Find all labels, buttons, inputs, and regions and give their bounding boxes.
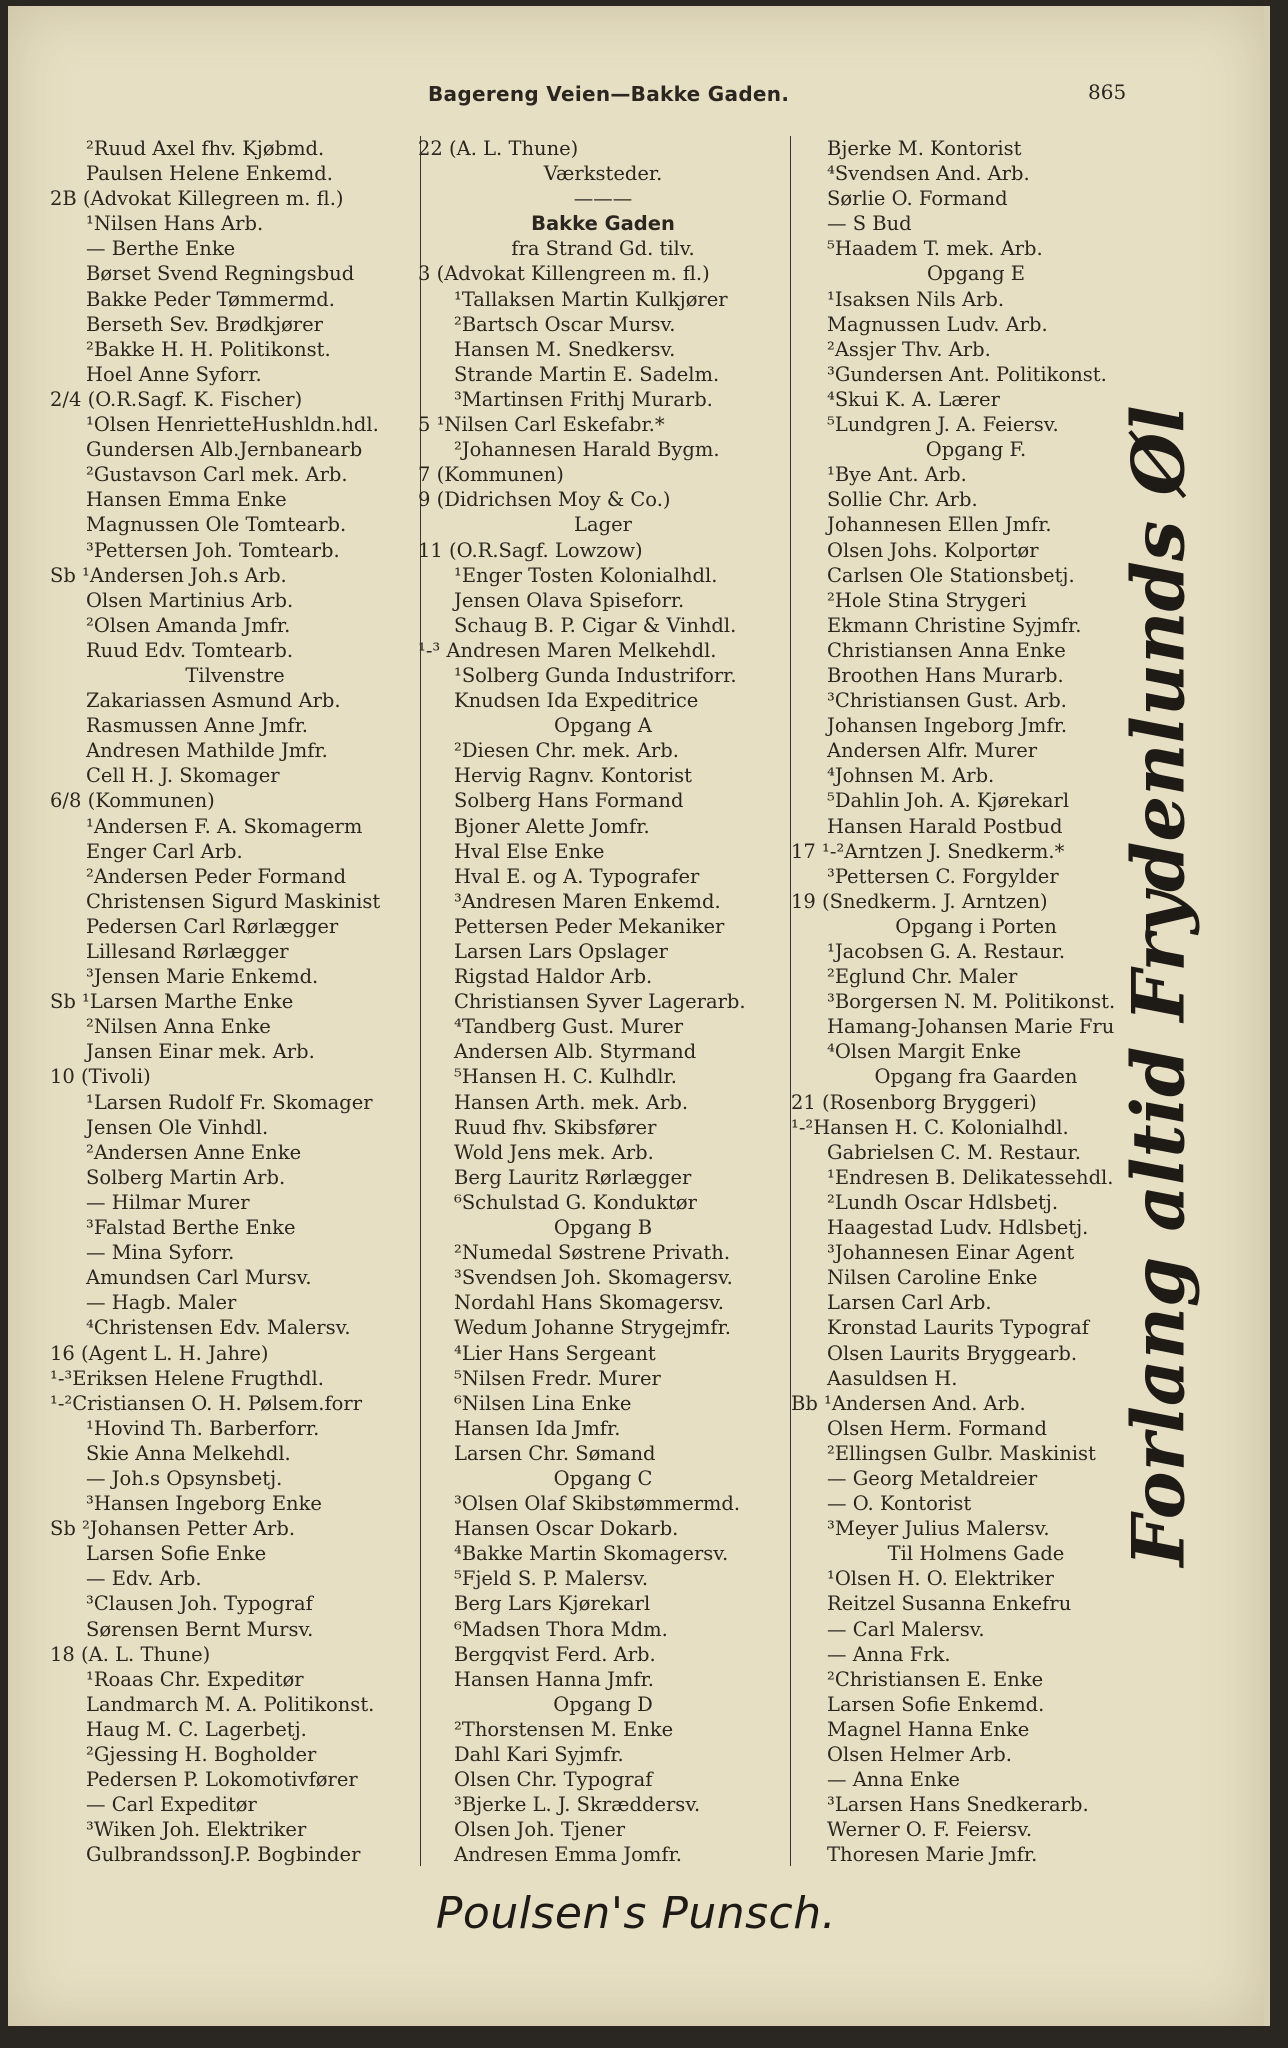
directory-entry: ²Johannesen Harald Bygm. <box>454 438 720 462</box>
directory-entry: Wedum Johanne Strygejmfr. <box>454 1316 732 1340</box>
directory-entry: Lillesand Rørlægger <box>86 940 289 963</box>
directory-entry: Bjerke M. Kontorist <box>827 137 1022 160</box>
directory-column-2 <box>418 136 788 1867</box>
directory-entry: ³Bjerke L. J. Skræddersv. <box>454 1793 701 1817</box>
directory-entry: 2B (Advokat Killegreen m. fl.) <box>50 187 344 211</box>
directory-entry: ¹-²Cristiansen O. H. Pølsem.forr <box>50 1391 363 1415</box>
directory-entry: Opgang A <box>554 714 652 738</box>
directory-column-1 <box>50 136 420 1867</box>
directory-entry: ¹Hovind Th. Barberforr. <box>86 1416 320 1440</box>
directory-entry: ¹Tallaksen Martin Kulkjører <box>454 287 728 311</box>
directory-entry: Ruud Edv. Tomtearb. <box>86 638 294 662</box>
directory-entry: ³Olsen Olaf Skibstømmermd. <box>454 1492 741 1516</box>
directory-entry: Bergqvist Ferd. Arb. <box>454 1642 656 1666</box>
directory-entry: ⁴Bakke Martin Skomagersv. <box>454 1542 729 1566</box>
directory-entry: Schaug B. P. Cigar & Vinhdl. <box>454 613 737 637</box>
directory-entry: Magnussen Ludv. Arb. <box>827 312 1048 336</box>
directory-entry: Jensen Ole Vinhdl. <box>86 1115 269 1139</box>
directory-entry: Solberg Martin Arb. <box>86 1165 286 1189</box>
directory-entry: Larsen Lars Opslager <box>454 940 668 963</box>
directory-entry: — Joh.s Opsynsbetj. <box>86 1466 283 1490</box>
directory-entry: 22 (A. L. Thune) <box>418 137 579 160</box>
directory-entry: 16 (Agent L. H. Jahre) <box>50 1341 269 1365</box>
directory-entry: Tilvenstre <box>185 663 285 687</box>
page-number: 865 <box>1088 80 1127 104</box>
directory-entry: Sørensen Bernt Mursv. <box>86 1617 314 1641</box>
directory-entry: Pettersen Peder Mekaniker <box>454 914 725 938</box>
directory-entry: Lager <box>574 513 632 537</box>
directory-entry: Hervig Ragnv. Kontorist <box>454 764 693 788</box>
directory-entry: ²Andersen Anne Enke <box>86 1140 302 1164</box>
directory-entry: 6/8 (Kommunen) <box>50 789 215 813</box>
directory-entry: Berseth Sev. Brødkjører <box>86 312 323 336</box>
directory-entry: ⁶Madsen Thora Mdm. <box>454 1617 668 1641</box>
directory-entry: Andersen Alfr. Murer <box>827 739 1038 763</box>
directory-entry: Hansen Harald Postbud <box>827 814 1063 838</box>
directory-entry: — Hilmar Murer <box>86 1190 250 1214</box>
directory-entry: Olsen Helmer Arb. <box>827 1743 1012 1766</box>
directory-entry: Hval Else Enke <box>454 839 605 863</box>
directory-entry: Haagestad Ludv. Hdlsbetj. <box>827 1216 1089 1240</box>
directory-entry: ¹Nilsen Hans Arb. <box>86 212 264 236</box>
directory-entry: — Anna Enke <box>827 1768 960 1792</box>
directory-entry: Hansen Oscar Dokarb. <box>454 1517 679 1541</box>
directory-entry: Enger Carl Arb. <box>86 839 243 863</box>
directory-entry: Nordahl Hans Skomagersv. <box>454 1291 724 1315</box>
directory-entry: Pedersen Carl Rørlægger <box>86 914 339 938</box>
directory-entry: ¹Solberg Gunda Industriforr. <box>454 663 737 687</box>
directory-entry: ¹Jacobsen G. A. Restaur. <box>827 940 1066 963</box>
directory-entry: 18 (A. L. Thune) <box>50 1642 211 1666</box>
directory-entry: ²Andersen Peder Formand <box>86 864 347 888</box>
directory-entry: ⁵Fjeld S. P. Malersv. <box>454 1567 649 1591</box>
directory-entry: 21 (Rosenborg Bryggeri) <box>791 1090 1037 1114</box>
directory-entry: ²Thorstensen M. Enke <box>454 1717 674 1741</box>
directory-entry: Berg Lauritz Rørlægger <box>454 1165 692 1189</box>
directory-entry: Wold Jens mek. Arb. <box>454 1140 654 1164</box>
directory-entry: ³Johannesen Einar Agent <box>827 1241 1075 1265</box>
directory-entry: Olsen Laurits Bryggearb. <box>827 1341 1078 1365</box>
directory-entry: Larsen Sofie Enkemd. <box>827 1692 1045 1716</box>
directory-entry: ²Ellingsen Gulbr. Maskinist <box>827 1441 1096 1465</box>
directory-entry: — Mina Syforr. <box>86 1241 235 1265</box>
directory-entry: ⁶Schulstad G. Konduktør <box>454 1190 697 1214</box>
directory-entry: Rigstad Haldor Arb. <box>454 965 653 989</box>
directory-entry: ⁴Lier Hans Sergeant <box>454 1341 656 1365</box>
directory-entry: 19 (Snedkerm. J. Arntzen) <box>791 889 1048 913</box>
directory-entry: Paulsen Helene Enkemd. <box>86 162 333 186</box>
directory-entry: ³Borgersen N. M. Politikonst. <box>827 990 1116 1014</box>
directory-entry: ³Martinsen Frithj Murarb. <box>454 387 713 411</box>
directory-entry: Sb ¹Larsen Marthe Enke <box>50 990 294 1014</box>
directory-entry: — O. Kontorist <box>827 1492 972 1516</box>
bottom-advertisement: Poulsen's Punsch. <box>435 1888 837 1939</box>
directory-entry: ¹Roaas Chr. Expeditør <box>86 1667 304 1691</box>
directory-entry: Knudsen Ida Expeditrice <box>454 689 699 713</box>
directory-entry: — Edv. Arb. <box>86 1567 202 1591</box>
directory-entry: Olsen Martinius Arb. <box>86 588 294 612</box>
directory-entry: Opgang C <box>553 1466 653 1490</box>
directory-entry: ²Olsen Amanda Jmfr. <box>86 613 291 637</box>
directory-entry: Jensen Olava Spiseforr. <box>454 588 685 612</box>
directory-entry: Berg Lars Kjørekarl <box>454 1592 651 1616</box>
directory-entry: Til Holmens Gade <box>887 1542 1065 1566</box>
directory-entry: ⁵Lundgren J. A. Feiersv. <box>827 413 1059 437</box>
directory-entry: ²Christiansen E. Enke <box>827 1667 1044 1691</box>
directory-entry: — Carl Expeditør <box>86 1793 257 1817</box>
directory-entry: Johansen Ingeborg Jmfr. <box>827 714 1068 738</box>
directory-entry: Larsen Chr. Sømand <box>454 1441 656 1465</box>
directory-entry: fra Strand Gd. tilv. <box>511 237 695 261</box>
directory-entry: Carlsen Ole Stationsbetj. <box>827 563 1075 587</box>
directory-entry: 3 (Advokat Killengreen m. fl.) <box>418 262 710 286</box>
directory-entry: Christiansen Anna Enke <box>827 638 1066 662</box>
directory-entry: — Berthe Enke <box>86 237 236 261</box>
directory-entry: Pedersen P. Lokomotivfører <box>86 1768 358 1792</box>
directory-entry: ⁵Nilsen Fredr. Murer <box>454 1366 661 1390</box>
directory-entry: Thoresen Marie Jmfr. <box>827 1843 1038 1867</box>
directory-entry: ¹-³ Andresen Maren Melkehdl. <box>418 638 717 662</box>
side-ad-text: Forlang altid Frydenlunds Øl <box>1115 405 1201 1567</box>
directory-entry: ³Clausen Joh. Typograf <box>86 1592 313 1616</box>
directory-entry: Andresen Emma Jomfr. <box>454 1843 682 1867</box>
directory-entry: ¹Olsen HenrietteHushldn.hdl. <box>86 413 379 437</box>
directory-entry: Aasuldsen H. <box>827 1366 958 1390</box>
directory-entry: ¹Olsen H. O. Elektriker <box>827 1567 1054 1591</box>
directory-entry: 11 (O.R.Sagf. Lowzow) <box>418 538 643 562</box>
directory-entry: Bjoner Alette Jomfr. <box>454 814 650 838</box>
directory-entry: 10 (Tivoli) <box>50 1065 151 1089</box>
directory-entry: Olsen Johs. Kolportør <box>827 538 1039 562</box>
directory-entry: ¹Isaksen Nils Arb. <box>827 287 1005 311</box>
directory-entry: ²Diesen Chr. mek. Arb. <box>454 739 679 763</box>
directory-entry: ¹Enger Tosten Kolonialhdl. <box>454 563 718 587</box>
directory-entry: Sørlie O. Formand <box>827 187 1008 211</box>
directory-entry: Christiansen Syver Lagerarb. <box>454 990 746 1014</box>
directory-entry: ²Hole Stina Strygeri <box>827 588 1027 612</box>
directory-entry: Strande Martin E. Sadelm. <box>454 362 720 386</box>
directory-entry: Opgang i Porten <box>895 914 1057 938</box>
directory-entry: Hansen M. Snedkersv. <box>454 337 676 361</box>
directory-entry: Gundersen Alb.Jernbanearb <box>86 438 363 462</box>
directory-entry: Bb ¹Andersen And. Arb. <box>791 1391 1026 1415</box>
directory-entry: ²Lundh Oscar Hdlsbetj. <box>827 1190 1059 1214</box>
directory-entry: Hansen Ida Jmfr. <box>454 1416 621 1440</box>
directory-entry: Opgang D <box>553 1692 653 1716</box>
directory-entry: Opgang B <box>553 1216 653 1240</box>
directory-entry: Christensen Sigurd Maskinist <box>86 889 381 913</box>
directory-entry: Jansen Einar mek. Arb. <box>86 1040 315 1064</box>
directory-entry: ⁵Haadem T. mek. Arb. <box>827 237 1043 261</box>
directory-entry: ⁵Dahlin Joh. A. Kjørekarl <box>827 789 1070 813</box>
directory-entry: ³Falstad Berthe Enke <box>86 1216 296 1240</box>
directory-entry: ²Ruud Axel fhv. Kjøbmd. <box>86 137 325 160</box>
directory-entry: ³Jensen Marie Enkemd. <box>86 965 319 989</box>
directory-entry: Opgang fra Gaarden <box>874 1065 1078 1089</box>
directory-entry: Sb ²Johansen Petter Arb. <box>50 1517 296 1541</box>
directory-entry: ³Larsen Hans Snedkerarb. <box>827 1793 1089 1817</box>
directory-entry: — Georg Metaldreier <box>827 1466 1038 1490</box>
directory-entry: — Carl Malersv. <box>827 1617 985 1641</box>
directory-entry: ³Pettersen C. Forgylder <box>827 864 1059 888</box>
directory-entry: Magnel Hanna Enke <box>827 1717 1030 1741</box>
directory-entry: ³Gundersen Ant. Politikonst. <box>827 362 1107 386</box>
directory-entry: Solberg Hans Formand <box>454 789 684 813</box>
directory-entry: Landmarch M. A. Politikonst. <box>86 1692 375 1716</box>
directory-entry: Ruud fhv. Skibsfører <box>454 1115 657 1139</box>
directory-entry: Bakke Gaden <box>531 212 675 236</box>
directory-entry: Andresen Mathilde Jmfr. <box>86 739 328 763</box>
directory-entry: Nilsen Caroline Enke <box>827 1266 1038 1290</box>
directory-entry: Johannesen Ellen Jmfr. <box>827 513 1052 537</box>
directory-entry: — Hagb. Maler <box>86 1291 237 1315</box>
directory-entry: ¹Bye Ant. Arb. <box>827 463 967 487</box>
directory-entry: ⁵Hansen H. C. Kulhdlr. <box>454 1065 677 1089</box>
directory-entry: Larsen Sofie Enke <box>86 1542 267 1566</box>
directory-entry: Reitzel Susanna Enkefru <box>827 1592 1072 1616</box>
directory-entry: ——— <box>573 187 633 211</box>
directory-page <box>8 6 1270 2026</box>
directory-entry: GulbrandssonJ.P. Bogbinder <box>86 1843 361 1867</box>
directory-entry: Rasmussen Anne Jmfr. <box>86 714 308 738</box>
directory-entry: Hansen Arth. mek. Arb. <box>454 1090 689 1114</box>
directory-entry: ³Svendsen Joh. Skomagersv. <box>454 1266 733 1290</box>
directory-entry: Cell H. J. Skomager <box>86 764 280 788</box>
directory-entry: Værksteder. <box>543 162 663 186</box>
directory-entry: 5 ¹Nilsen Carl Eskefabr.* <box>418 413 665 437</box>
directory-entry: ¹Endresen B. Delikatessehdl. <box>827 1165 1114 1189</box>
directory-entry: 7 (Kommunen) <box>418 463 564 487</box>
directory-entry: ³Wiken Joh. Elektriker <box>86 1818 307 1842</box>
directory-entry: ⁴Svendsen And. Arb. <box>827 162 1030 186</box>
directory-entry: ⁴Tandberg Gust. Murer <box>454 1015 684 1039</box>
directory-entry: ¹-²Hansen H. C. Kolonialhdl. <box>791 1115 1069 1139</box>
directory-entry: ⁴Christensen Edv. Malersv. <box>86 1316 351 1340</box>
directory-entry: Opgang E <box>926 262 1026 286</box>
directory-entry: ¹Larsen Rudolf Fr. Skomager <box>86 1090 373 1114</box>
directory-entry: Kronstad Laurits Typograf <box>827 1316 1089 1340</box>
directory-entry: Amundsen Carl Mursv. <box>86 1266 312 1290</box>
directory-entry: ²Bartsch Oscar Mursv. <box>454 312 676 336</box>
directory-entry: — S Bud <box>827 212 912 236</box>
directory-entry: Larsen Carl Arb. <box>827 1291 992 1315</box>
directory-entry: Dahl Kari Syjmfr. <box>454 1743 624 1766</box>
directory-entry: ⁶Nilsen Lina Enke <box>454 1391 632 1415</box>
directory-entry: Hoel Anne Syforr. <box>86 362 262 386</box>
page-header <box>8 78 1264 118</box>
directory-entry: Børset Svend Regningsbud <box>86 262 355 286</box>
directory-entry: Hansen Emma Enke <box>86 488 287 512</box>
directory-entry: Werner O. F. Feiersv. <box>827 1818 1033 1842</box>
directory-entry: ³Christiansen Gust. Arb. <box>827 689 1067 713</box>
directory-entry: ²Assjer Thv. Arb. <box>827 337 991 361</box>
directory-entry: Zakariassen Asmund Arb. <box>86 689 341 713</box>
directory-entry: Andersen Alb. Styrmand <box>454 1040 697 1064</box>
directory-entry: ³Hansen Ingeborg Enke <box>86 1492 322 1516</box>
side-advertisement <box>1098 405 1218 1567</box>
directory-entry: Haug M. C. Lagerbetj. <box>86 1717 307 1741</box>
directory-entry: Magnussen Ole Tomtearb. <box>86 513 347 537</box>
directory-entry: Olsen Herm. Formand <box>827 1416 1047 1440</box>
directory-entry: ²Gustavson Carl mek. Arb. <box>86 463 348 487</box>
directory-entry: ²Eglund Chr. Maler <box>827 965 1018 989</box>
directory-entry: Broothen Hans Murarb. <box>827 663 1064 687</box>
directory-entry: ⁴Olsen Margit Enke <box>827 1040 1022 1064</box>
directory-entry: ⁴Johnsen M. Arb. <box>827 764 995 788</box>
directory-entry: Olsen Joh. Tjener <box>454 1818 626 1842</box>
directory-entry: ¹Andersen F. A. Skomagerm <box>86 814 363 838</box>
directory-entry: Sollie Chr. Arb. <box>827 488 978 512</box>
directory-entry: — Anna Frk. <box>827 1642 951 1666</box>
directory-entry: Olsen Chr. Typograf <box>454 1768 653 1792</box>
directory-entry: ³Andresen Maren Enkemd. <box>454 889 721 913</box>
directory-entry: ³Pettersen Joh. Tomtearb. <box>86 538 340 562</box>
directory-entry: ⁴Skui K. A. Lærer <box>827 387 1000 411</box>
directory-entry: Hval E. og A. Typografer <box>454 864 700 888</box>
directory-entry: Ekmann Christine Syjmfr. <box>827 613 1082 637</box>
directory-entry: ²Nilsen Anna Enke <box>86 1015 271 1039</box>
directory-entry: Bakke Peder Tømmermd. <box>86 287 335 311</box>
directory-entry: ²Numedal Søstrene Privath. <box>454 1241 731 1265</box>
directory-entry: Skie Anna Melkehdl. <box>86 1441 291 1465</box>
directory-entry: Sb ¹Andersen Joh.s Arb. <box>50 563 287 587</box>
page-title: Bagereng Veien—Bakke Gaden. <box>428 82 790 106</box>
directory-entry: Gabrielsen C. M. Restaur. <box>827 1140 1081 1164</box>
directory-entry: ²Gjessing H. Bogholder <box>86 1743 317 1766</box>
directory-entry: 9 (Didrichsen Moy & Co.) <box>418 488 671 512</box>
directory-entry: Hansen Hanna Jmfr. <box>454 1667 654 1691</box>
directory-entry: ³Meyer Julius Malersv. <box>827 1517 1050 1541</box>
directory-entry: Hamang-Johansen Marie Fru <box>827 1015 1115 1039</box>
directory-entry: 2/4 (O.R.Sagf. K. Fischer) <box>50 387 303 411</box>
directory-entry: ²Bakke H. H. Politikonst. <box>86 337 331 361</box>
directory-entry: ¹-³Eriksen Helene Frugthdl. <box>50 1366 324 1390</box>
directory-entry: Opgang F. <box>925 438 1027 462</box>
directory-entry: 17 ¹-²Arntzen J. Snedkerm.* <box>791 839 1065 863</box>
